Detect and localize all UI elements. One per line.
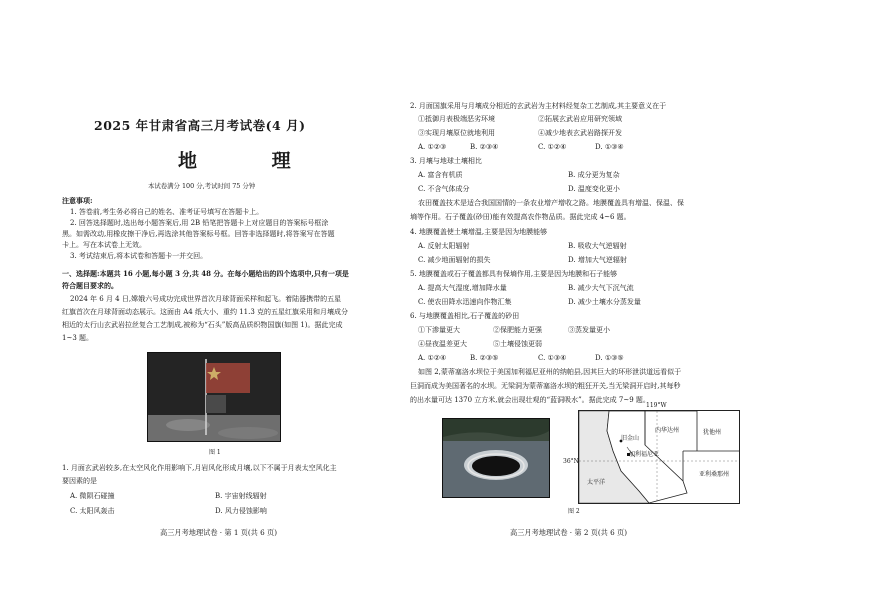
q2-option-d: D. ①③④	[595, 143, 624, 151]
q5-option-c: C. 使农田降水迅速向作物汇集	[418, 298, 512, 306]
q6-option-a: A. ①②④	[418, 354, 447, 362]
passage-line: 红旗首次在月球背面动态展示。这面由 A4 纸大小、重约 11.3 克的五星红旗采用和月壤成分	[62, 308, 348, 316]
map-longitude-label: 119°W	[646, 402, 667, 409]
q3-option-b: B. 成分更为复杂	[568, 171, 620, 179]
map-state-label: 内华达州	[655, 427, 680, 434]
note-line: 卡上。写在本试卷上无效。	[62, 241, 146, 249]
q2-stem: 2. 月面国旗采用与月壤成分相近的玄武岩为主材料经复杂工艺制成,其主要意义在于	[410, 102, 667, 110]
moon-flag-photo	[147, 352, 281, 442]
note-line: 2. 回答选择题时,选出每小题答案后,用 2B 铅笔把答题卡上对应题目的答案标号框涂	[70, 219, 329, 227]
q2-option-a: A. ①②③	[418, 143, 447, 151]
q2-item: ①抵御月表极端恶劣环境	[418, 115, 495, 123]
map-sea-label: 太平洋	[587, 479, 606, 486]
page-1-footer: 高三月考地理试卷 · 第 1 页(共 6 页)	[160, 528, 277, 537]
q5-option-b: B. 减少大气下沉气流	[568, 284, 634, 292]
q3-stem: 3. 月壤与地球土壤相比	[410, 157, 482, 165]
passage-line: 如图 2,蒙蒂塞洛水坝位于美国加利福尼亚州的纳帕县,因其巨大的环形泄洪道远看似于	[418, 368, 682, 376]
passage-line: 相近的太行山玄武岩拉丝复合工艺制成,被称为“石头”版高品质织物国旗(如图 1)。据此完成	[62, 321, 343, 329]
map-state-label: 犹他州	[703, 429, 722, 436]
passage-line: 墒等作用。石子覆盖(砂田)能有效提高农作物品质。据此完成 4~6 题。	[410, 213, 631, 221]
note-line: 黑。如需改动,用橡皮擦干净后,再选涂其他答案标号框。回答非选择题时,将答案写在答题	[62, 230, 335, 238]
q6-option-b: B. ②③⑤	[470, 354, 499, 362]
map-figure	[563, 402, 740, 504]
q6-item: ①下渗量更大	[418, 326, 460, 334]
q2-option-c: C. ①②④	[538, 143, 567, 151]
q1-option-b: B. 宇宙射线辐射	[215, 492, 267, 500]
map-state-label: 亚利桑那州	[699, 471, 730, 478]
left-page	[0, 0, 430, 616]
q2-option-b: B. ②③④	[470, 143, 499, 151]
q6-item: ③蒸发量更小	[568, 326, 610, 334]
q2-item: ③实现月壤原位就地利用	[418, 129, 495, 137]
passage-line: 农田覆盖技术是适合我国国情的一条农业增产增收之路。地膜覆盖具有增温、保温、保	[418, 199, 684, 207]
spillway-image	[443, 419, 549, 497]
notes-heading: 注意事项:	[62, 196, 93, 205]
section-heading: 一、选择题:本题共 16 小题,每小题 3 分,共 48 分。在每小题给出的四个选项中,只有一项是	[62, 269, 349, 278]
q1-option-c: C. 太阳风轰击	[70, 507, 115, 515]
passage-line: 的出水量可达 1370 立方米,就会出现壮观的“蓝洞吸水”。据此完成 7~9 题。	[410, 396, 650, 404]
exam-info: 本试卷满分 100 分,考试时间 75 分钟	[148, 182, 256, 190]
moon-flag-image	[148, 353, 280, 441]
right-page	[410, 0, 870, 616]
q6-stem: 6. 与地膜覆盖相比,石子覆盖的砂田	[410, 312, 520, 320]
subject-heading: 地 理	[178, 150, 325, 172]
q3-option-a: A. 富含有机质	[418, 171, 463, 179]
q6-option-d: D. ①③⑤	[595, 354, 624, 362]
dam-photo	[442, 418, 550, 498]
q5-stem: 5. 地膜覆盖或石子覆盖都具有保墒作用,主要是因为地膜和石子能够	[410, 270, 618, 278]
q2-item: ④减少地表玄武岩路探开发	[538, 129, 622, 137]
q3-option-d: D. 温度变化更小	[568, 185, 620, 193]
q1-stem: 1. 月面玄武岩较多,在太空风化作用影响下,月岩风化形成月壤,以下不属于月表太空风化主	[62, 464, 337, 472]
note-line: 1. 答卷前,考生务必将自己的姓名、准考证号填写在答题卡上。	[70, 208, 264, 216]
map-region-label: 加利福尼亚	[629, 451, 660, 458]
page-2-footer: 高三月考地理试卷 · 第 2 页(共 6 页)	[510, 528, 627, 537]
q2-item: ②拓展玄武岩应用研究领域	[538, 115, 622, 123]
q1-stem-cont: 要因素的是	[62, 477, 97, 485]
q4-option-c: C. 减少地面辐射的损失	[418, 256, 491, 264]
q4-option-b: B. 吸收大气逆辐射	[568, 242, 627, 250]
map-latitude-label: 36°N	[563, 458, 579, 465]
q4-stem: 4. 地膜覆盖使土壤增温,主要是因为地膜能够	[410, 228, 548, 236]
figure-2-caption: 图 2	[568, 508, 580, 515]
q6-item: ②保肥能力更强	[493, 326, 542, 334]
figure-1-caption: 图 1	[209, 449, 221, 456]
q1-option-d: D. 风力侵蚀影响	[215, 507, 267, 515]
q4-option-d: D. 增加大气逆辐射	[568, 256, 627, 264]
q4-option-a: A. 反射太阳辐射	[418, 242, 470, 250]
section-heading-cont: 符合题目要求的。	[62, 281, 118, 290]
q6-option-c: C. ①③④	[538, 354, 567, 362]
q6-item: ④昼夜温差更大	[418, 340, 467, 348]
q1-option-a: A. 微陨石碰撞	[70, 492, 115, 500]
note-line: 3. 考试结束后,将本试卷和答题卡一并交回。	[70, 252, 208, 260]
passage-line: 1~3 题。	[62, 334, 93, 342]
map-city-label: 旧金山	[621, 435, 640, 442]
q5-option-d: D. 减少土壤水分蒸发量	[568, 298, 641, 306]
q6-item: ⑤土壤侵蚀更弱	[493, 340, 542, 348]
passage-line: 2024 年 6 月 4 日,嫦娥六号成功完成世界首次月球背面采样和起飞。着陆器携带的五星	[70, 295, 342, 303]
q3-option-c: C. 不含气体成分	[418, 185, 470, 193]
q5-option-a: A. 提高大气湿度,增加降水量	[418, 284, 507, 292]
exam-title: 2025 年甘肃省高三月考试卷(4 月)	[94, 118, 306, 133]
passage-line: 巨洞而成为美国著名的水坝。无梁洞为蒙蒂塞洛水坝的粗狂开关,当无梁洞开启时,其每秒	[410, 382, 681, 390]
